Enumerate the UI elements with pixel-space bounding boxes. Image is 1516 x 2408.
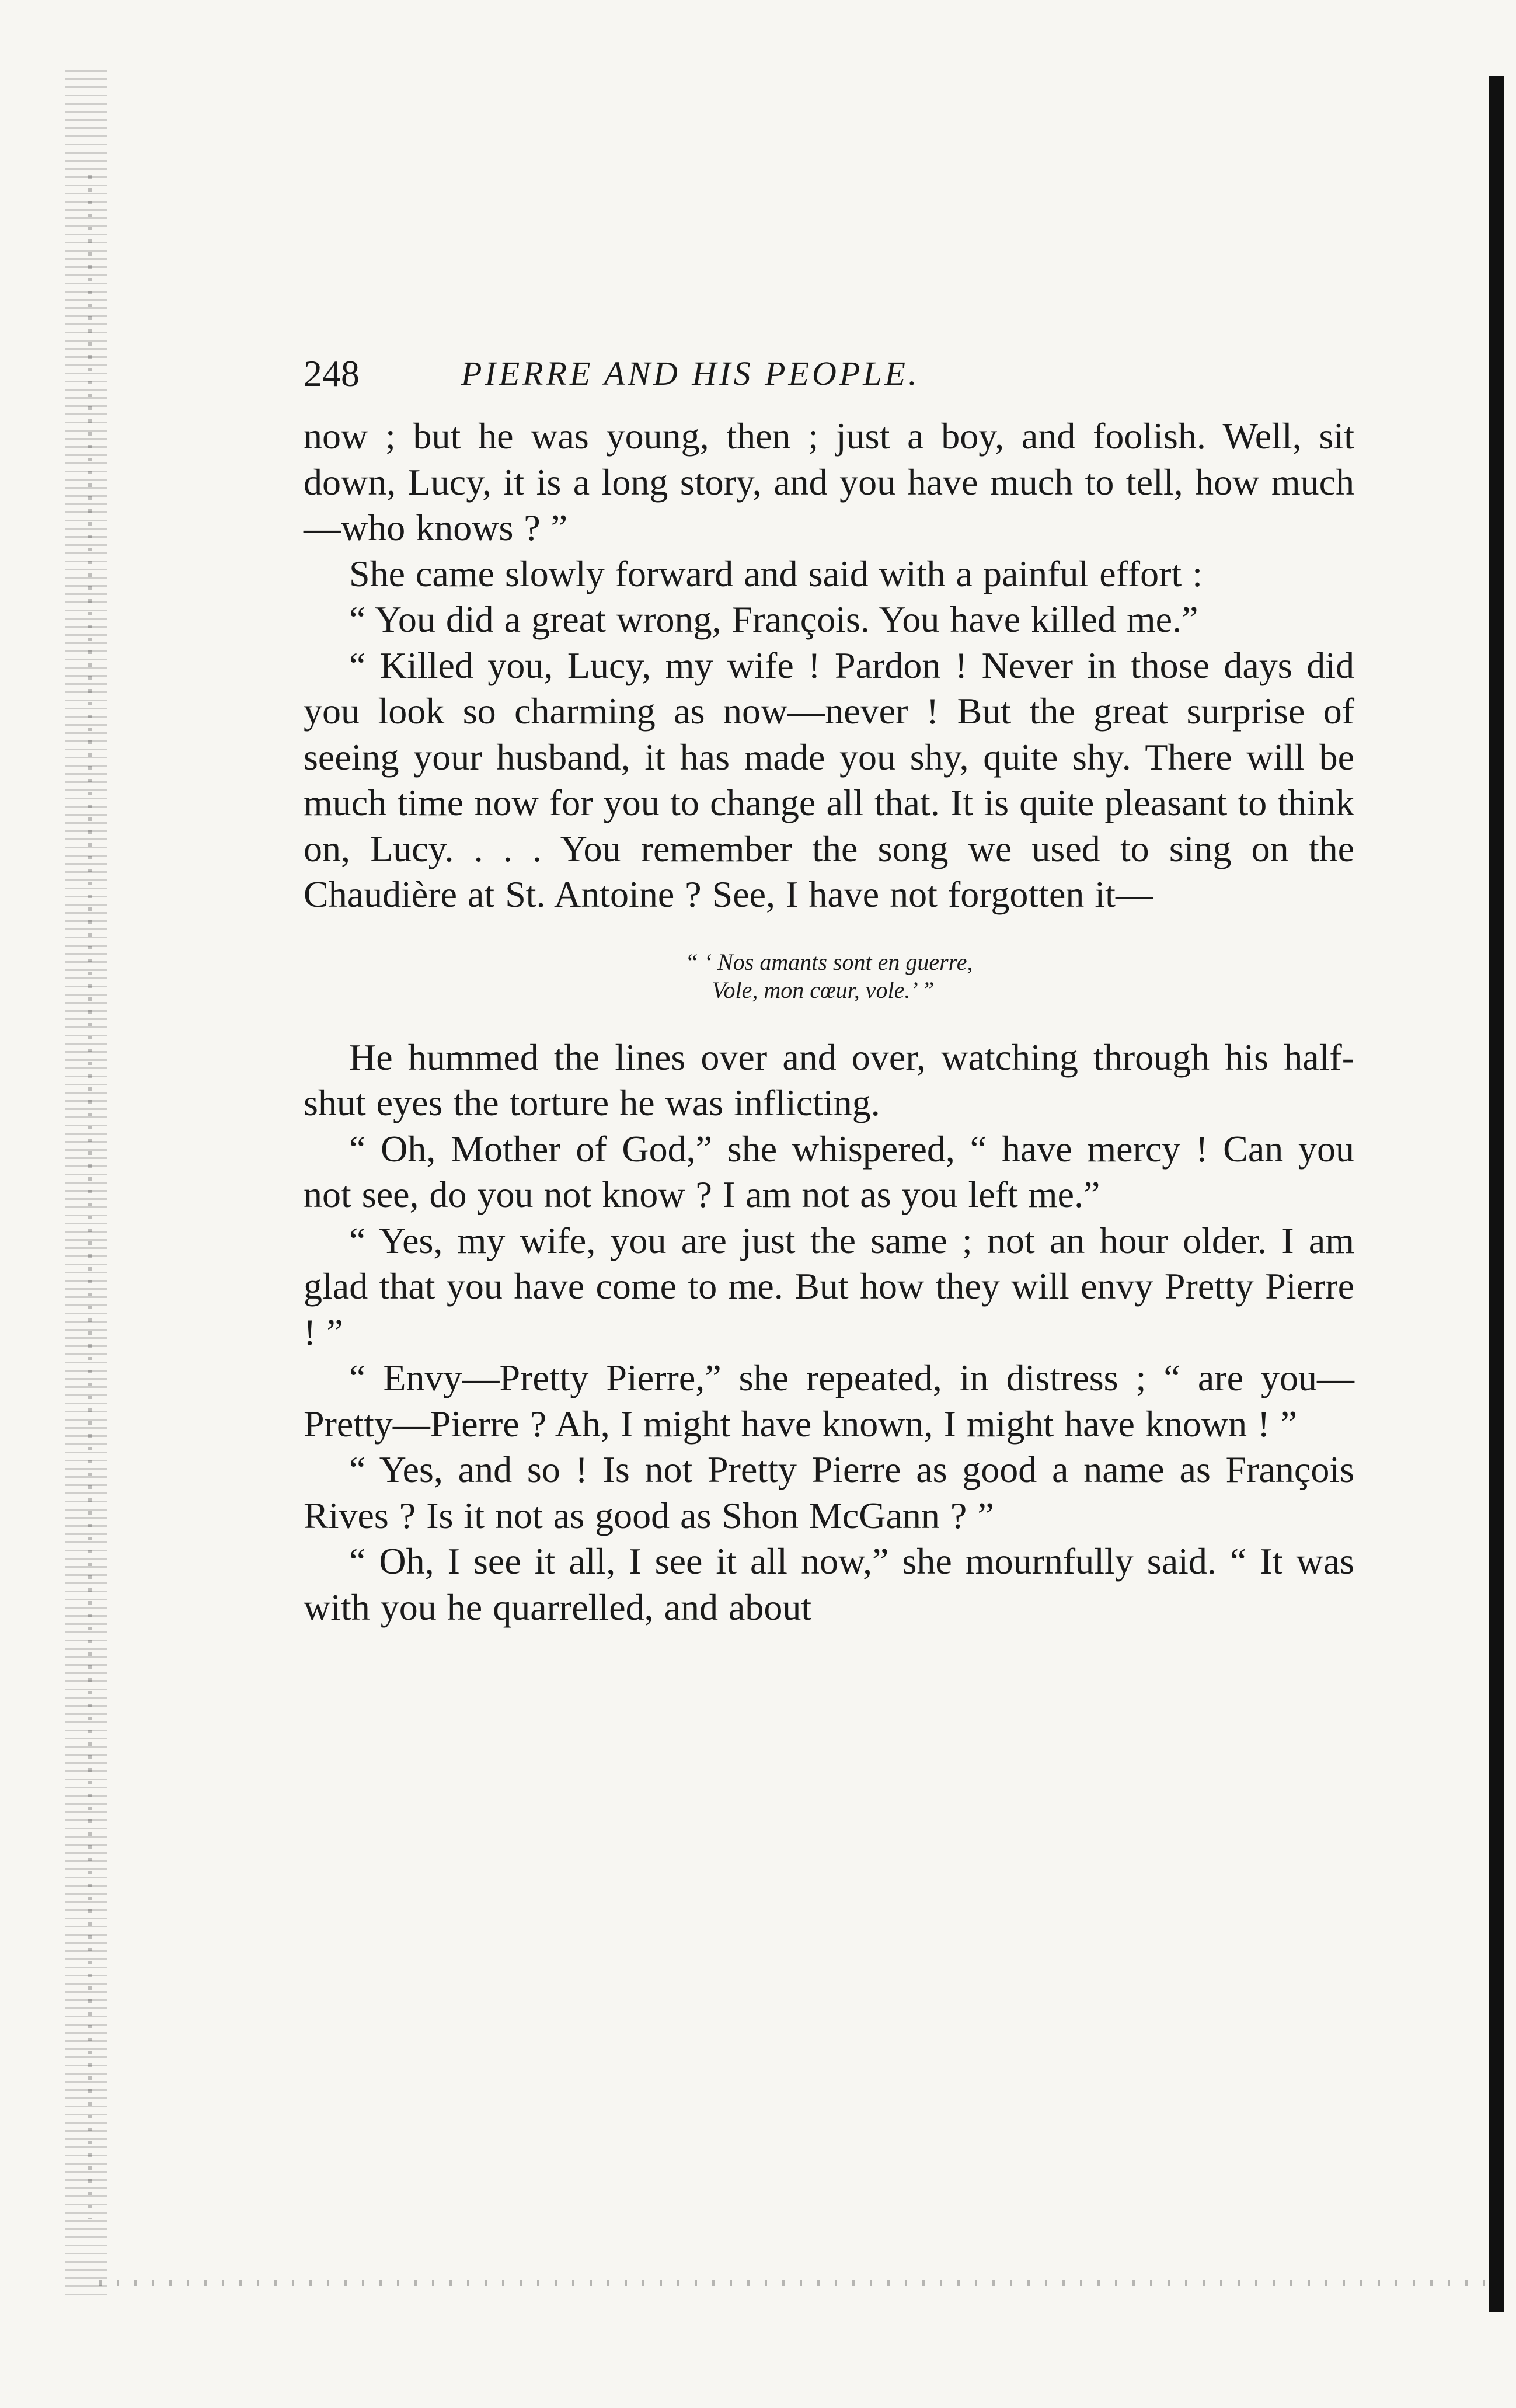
paragraph: She came slowly forward and said with a painful effort : (349, 552, 1203, 594)
verse-quote (304, 948, 1354, 1004)
scan-bottom-noise (99, 2280, 1489, 2286)
paragraph: “ Oh, I see it all, I see it all now,” she mournfully said. “ It was with you he quarrelled, and about (304, 1540, 1354, 1628)
paragraph: “ Killed you, Lucy, my wife ! Pardon ! Never in those days did you look so charming as now—never ! But the great surprise of seeing your husband, it has made you shy, quite shy. There will be much time now for you to change all that. It is quite pleasant to think on, Lucy. . . . You remember the song we used to sing on the Chaudière at St. Antoine ? See, I have not forgotten it— (304, 644, 1354, 915)
paragraph: “ Yes, my wife, you are just the same ; not an hour older. I am glad that you have come to me. But how they will envy Pretty Pierre ! ” (304, 1219, 1354, 1353)
paragraph: “ Yes, and so ! Is not Pretty Pierre as good a name as François Rives ? Is it not as good as Shon McGann ? ” (304, 1449, 1354, 1536)
paragraph: “ Oh, Mother of God,” she whispered, “ have mercy ! Can you not see, do you not know ? I am not as you left me.” (304, 1128, 1354, 1215)
verse-line: “ ‘ Nos amants sont en guerre, (685, 948, 973, 975)
page-body (304, 413, 1354, 1630)
book-edge-shadow (1489, 76, 1504, 2312)
verse-line: Vole, mon cœur, vole.’ ” (712, 976, 935, 1003)
book-page (304, 350, 1354, 1630)
paragraph: “ Envy—Pretty Pierre,” she repeated, in distress ; “ are you—Pretty—Pierre ? Ah, I might have known, I might have known ! ” (304, 1357, 1354, 1445)
page-number: 248 (304, 353, 360, 394)
paragraph: He hummed the lines over and over, watching through his half-shut eyes the torture he was inflicting. (304, 1036, 1354, 1123)
running-title: PIERRE AND HIS PEOPLE. (461, 354, 920, 392)
scan-edge-noise (65, 70, 107, 2301)
scan-edge-noise (88, 175, 92, 2219)
page-header (304, 350, 1354, 397)
paragraph: now ; but he was young, then ; just a boy, and foolish. Well, sit down, Lucy, it is a long story, and you have much to tell, how much—who knows ? ” (304, 415, 1354, 548)
paragraph: “ You did a great wrong, François. You have killed me.” (349, 598, 1198, 640)
